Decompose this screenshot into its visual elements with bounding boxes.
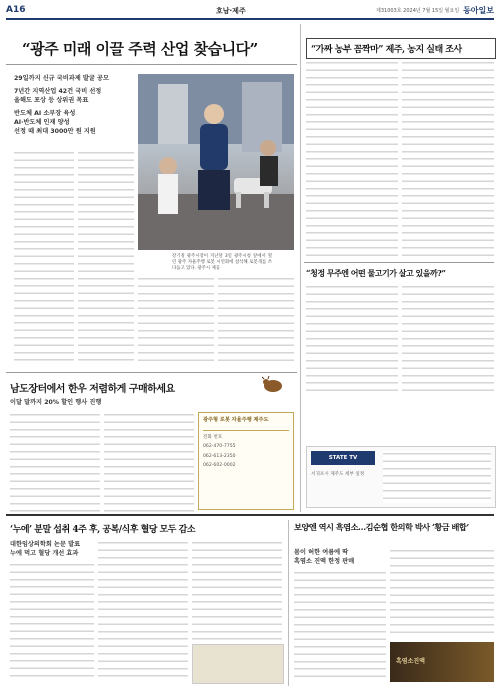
- silkworm-headline: ‘누에’ 분말 섭취 4주 후, 공복/식후 혈당 모두 감소: [10, 525, 196, 535]
- body-text-column: [306, 60, 398, 256]
- cow-icon: [262, 376, 284, 394]
- info-row: 062-470-7755: [203, 444, 236, 450]
- main-photo: [138, 74, 294, 250]
- photo-caption: 강기정 광주시장이 지난달 3일 광주시청 앞에서 열린 광주 자율주행 로봇 시연회에 참석해 로봇개를 쓰다듬고 있다. 광주시 제공: [172, 254, 272, 271]
- goat-deck: [294, 548, 386, 566]
- body-text-column: [104, 412, 194, 512]
- hanwoo-deck: 이달 말까지 20% 할인 행사 진행: [10, 399, 102, 406]
- masthead: [6, 4, 494, 20]
- product-photo: [390, 642, 494, 682]
- issue-date: 제31003호 2024년 7월 15일 월요일: [376, 8, 460, 14]
- product-label: 흑염소진액: [396, 658, 425, 665]
- body-text-column: [138, 276, 214, 366]
- info-row: 062-613-2350: [203, 453, 236, 459]
- broadcast-box: [306, 446, 496, 508]
- main-headline: “광주 미래 이끌 주력 산업 찾습니다”: [22, 40, 258, 58]
- column-divider: [300, 24, 301, 512]
- body-text-column: [402, 60, 494, 256]
- body-text-column: [192, 540, 282, 640]
- silkworm-deck: [10, 540, 94, 558]
- body-text-column: [14, 150, 74, 366]
- body-text-column: [390, 548, 494, 638]
- deck-line: 선정 때 최대 3000만 원 지원: [14, 128, 96, 135]
- column-divider: [288, 520, 289, 686]
- body-text-column: [218, 276, 294, 366]
- tv-logo: STATE TV: [311, 451, 375, 465]
- deck-line: 몸이 허한 여름에 딱: [294, 549, 349, 556]
- info-note: 서귀포시 제주도 세부 일정: [311, 472, 365, 477]
- section-title: 호남·제주: [216, 7, 246, 15]
- body-text-column: [10, 412, 100, 512]
- schedule-table: [383, 451, 491, 503]
- right-headline: “가짜 농부 꼼짝마” 제주, 농지 실태 조사: [306, 38, 496, 59]
- deck-line: 흑염소 진액 한정 판매: [294, 558, 355, 565]
- info-row: 전화 번호: [203, 435, 223, 440]
- info-box-title: 광주형 로봇 자율주행 제주도: [203, 417, 269, 423]
- silkworm-photo: [192, 644, 284, 684]
- info-box: [198, 412, 294, 510]
- deck-line: 올해도 포상 등 상위권 목표: [14, 97, 89, 104]
- body-text-column: [78, 150, 134, 366]
- deck-line: 29일까지 신규 국비과제 발굴 공모: [14, 75, 109, 82]
- deck-line: 대한임상의학회 논문 발표: [10, 541, 81, 548]
- photo-scene: [138, 74, 294, 250]
- divider: [304, 262, 494, 263]
- info-row: 062-602-0002: [203, 463, 236, 469]
- body-text-column: [402, 284, 494, 396]
- deck-line: 누에 먹고 혈당 개선 효과: [10, 550, 79, 557]
- goat-headline: 보양엔 역시 흑염소…김순협 한의학 박사 ‘황금 배합’: [294, 522, 469, 532]
- divider: [6, 64, 297, 65]
- body-text-column: [294, 570, 386, 682]
- divider: [6, 514, 494, 516]
- divider: [6, 372, 297, 373]
- body-text-column: [10, 562, 94, 682]
- hanwoo-headline: 남도장터에서 한우 저렴하게 구매하세요: [10, 384, 175, 395]
- qa-headline: “청정 무주엔 어떤 물고기가 살고 있을까?”: [306, 268, 446, 278]
- body-text-column: [98, 540, 188, 682]
- deck-line: 7년간 지역산업 42건 국비 선정: [14, 88, 102, 95]
- deck-line: 반도체 AI 소부장 육성: [14, 110, 76, 117]
- body-text-column: [306, 284, 398, 396]
- main-deck: [14, 74, 132, 136]
- divider: [203, 430, 289, 431]
- newspaper-logo: 동아일보: [463, 6, 494, 15]
- deck-line: AI·반도체 인재 양성: [14, 119, 70, 126]
- page-number: A16: [6, 5, 26, 15]
